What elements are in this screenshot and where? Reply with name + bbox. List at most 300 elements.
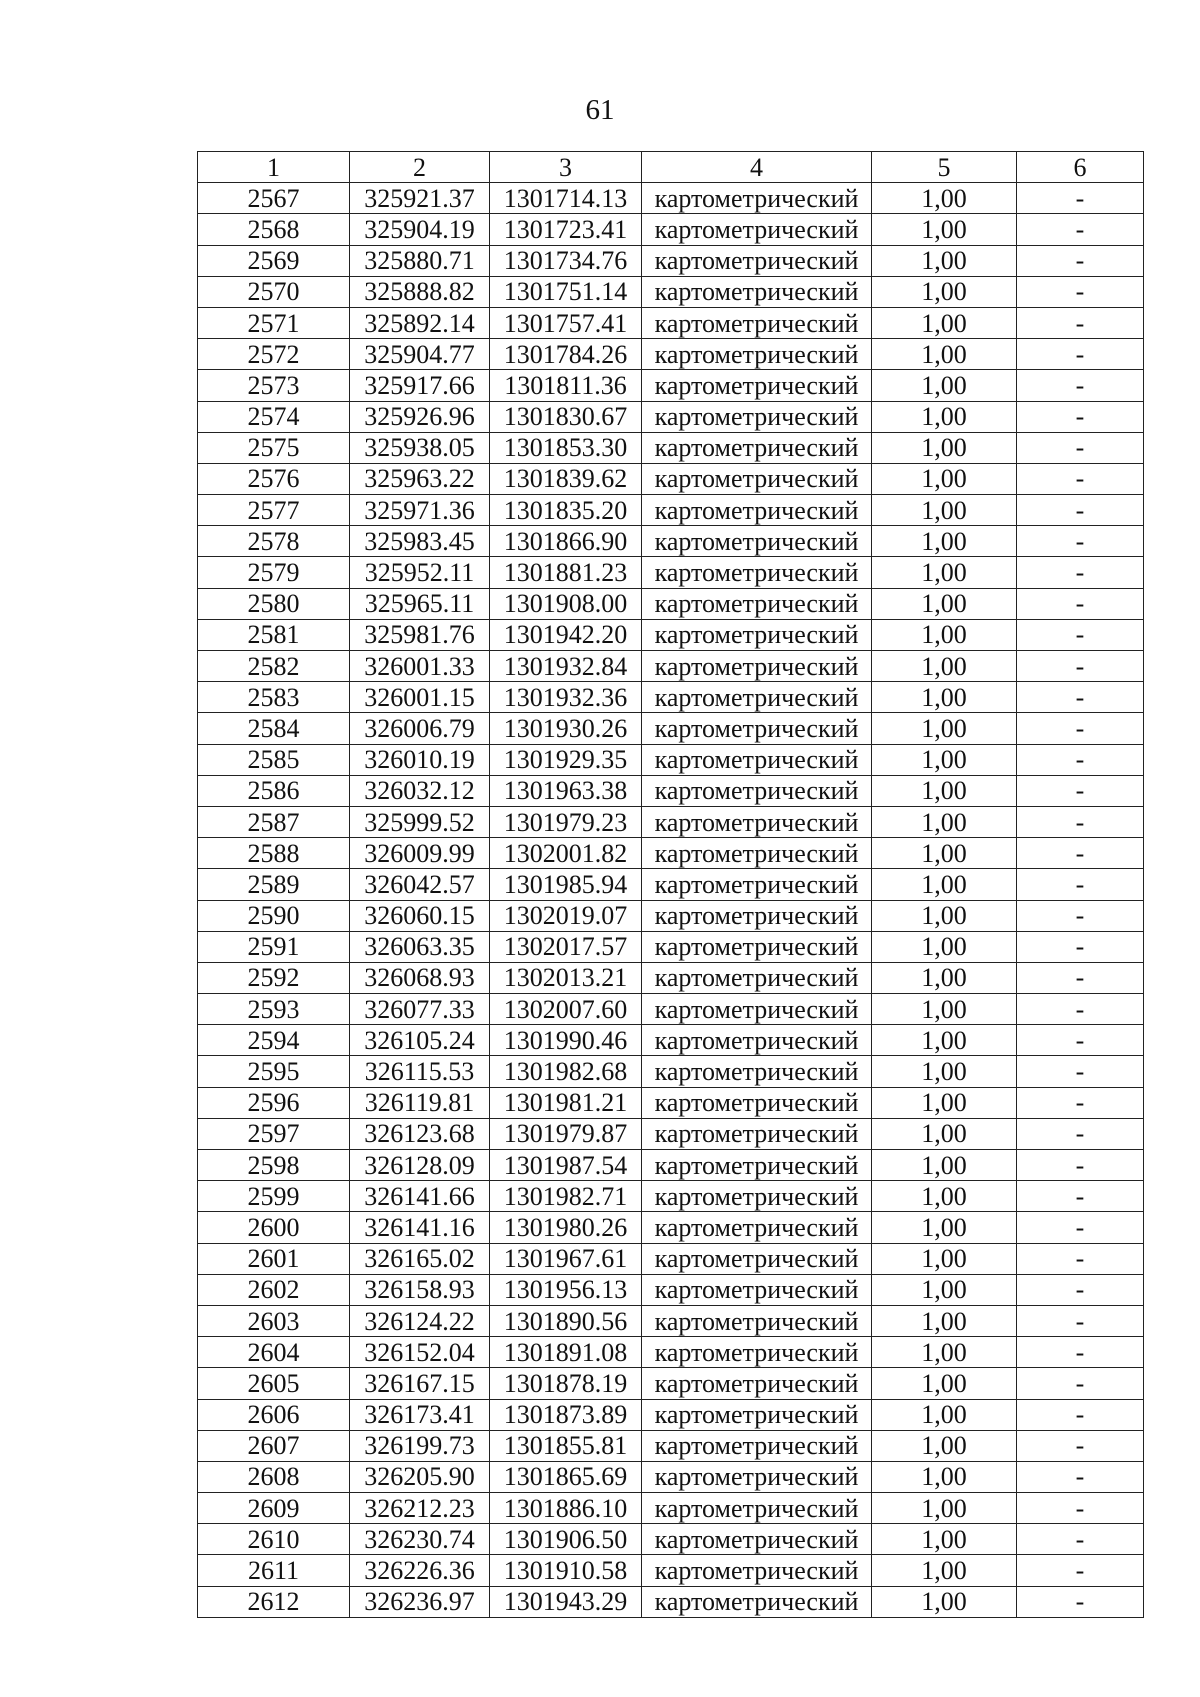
- table-row: [198, 713, 1144, 744]
- note-cell: -: [1017, 307, 1144, 338]
- x-coordinate-cell: 326128.09: [350, 1150, 490, 1181]
- y-coordinate-cell: 1301865.69: [490, 1461, 642, 1492]
- x-coordinate-cell: 326205.90: [350, 1461, 490, 1492]
- column-header: 3: [490, 152, 642, 183]
- x-coordinate-cell: 326230.74: [350, 1524, 490, 1555]
- method-cell: картометрический: [642, 526, 872, 557]
- y-coordinate-cell: 1301723.41: [490, 214, 642, 245]
- x-coordinate-cell: 325963.22: [350, 463, 490, 494]
- table-row: [198, 1524, 1144, 1555]
- y-coordinate-cell: 1301943.29: [490, 1586, 642, 1617]
- accuracy-cell: 1,00: [872, 651, 1017, 682]
- point-number-cell: 2607: [198, 1430, 350, 1461]
- y-coordinate-cell: 1301980.26: [490, 1212, 642, 1243]
- point-number-cell: 2589: [198, 869, 350, 900]
- table-row: [198, 1493, 1144, 1524]
- y-coordinate-cell: 1302007.60: [490, 994, 642, 1025]
- note-cell: -: [1017, 962, 1144, 993]
- x-coordinate-cell: 325904.19: [350, 214, 490, 245]
- note-cell: -: [1017, 651, 1144, 682]
- point-number-cell: 2596: [198, 1087, 350, 1118]
- x-coordinate-cell: 326226.36: [350, 1555, 490, 1586]
- accuracy-cell: 1,00: [872, 838, 1017, 869]
- accuracy-cell: 1,00: [872, 744, 1017, 775]
- accuracy-cell: 1,00: [872, 557, 1017, 588]
- method-cell: картометрический: [642, 1087, 872, 1118]
- table-row: [198, 1181, 1144, 1212]
- method-cell: картометрический: [642, 900, 872, 931]
- point-number-cell: 2593: [198, 994, 350, 1025]
- accuracy-cell: 1,00: [872, 1586, 1017, 1617]
- point-number-cell: 2590: [198, 900, 350, 931]
- x-coordinate-cell: 325981.76: [350, 619, 490, 650]
- note-cell: -: [1017, 713, 1144, 744]
- y-coordinate-cell: 1301967.61: [490, 1243, 642, 1274]
- accuracy-cell: 1,00: [872, 1305, 1017, 1336]
- table-row: [198, 1337, 1144, 1368]
- x-coordinate-cell: 326009.99: [350, 838, 490, 869]
- note-cell: -: [1017, 900, 1144, 931]
- y-coordinate-cell: 1301757.41: [490, 307, 642, 338]
- accuracy-cell: 1,00: [872, 183, 1017, 214]
- note-cell: -: [1017, 1461, 1144, 1492]
- x-coordinate-cell: 325926.96: [350, 401, 490, 432]
- page-number: 61: [585, 94, 615, 126]
- y-coordinate-cell: 1302017.57: [490, 931, 642, 962]
- x-coordinate-cell: 326199.73: [350, 1430, 490, 1461]
- y-coordinate-cell: 1301886.10: [490, 1493, 642, 1524]
- y-coordinate-cell: 1301910.58: [490, 1555, 642, 1586]
- point-number-cell: 2584: [198, 713, 350, 744]
- accuracy-cell: 1,00: [872, 806, 1017, 837]
- accuracy-cell: 1,00: [872, 463, 1017, 494]
- coordinates-table: [197, 151, 1144, 1618]
- table-row: [198, 183, 1144, 214]
- table-row: [198, 1243, 1144, 1274]
- y-coordinate-cell: 1302001.82: [490, 838, 642, 869]
- table-row: [198, 775, 1144, 806]
- y-coordinate-cell: 1301839.62: [490, 463, 642, 494]
- y-coordinate-cell: 1301963.38: [490, 775, 642, 806]
- accuracy-cell: 1,00: [872, 1118, 1017, 1149]
- table-row: [198, 463, 1144, 494]
- x-coordinate-cell: 326165.02: [350, 1243, 490, 1274]
- x-coordinate-cell: 326060.15: [350, 900, 490, 931]
- method-cell: картометрический: [642, 495, 872, 526]
- point-number-cell: 2574: [198, 401, 350, 432]
- method-cell: картометрический: [642, 307, 872, 338]
- accuracy-cell: 1,00: [872, 588, 1017, 619]
- accuracy-cell: 1,00: [872, 931, 1017, 962]
- x-coordinate-cell: 326001.33: [350, 651, 490, 682]
- y-coordinate-cell: 1302019.07: [490, 900, 642, 931]
- note-cell: -: [1017, 682, 1144, 713]
- method-cell: картометрический: [642, 1025, 872, 1056]
- point-number-cell: 2581: [198, 619, 350, 650]
- method-cell: картометрический: [642, 401, 872, 432]
- table-row: [198, 1118, 1144, 1149]
- x-coordinate-cell: 326173.41: [350, 1399, 490, 1430]
- point-number-cell: 2569: [198, 245, 350, 276]
- table-row: [198, 994, 1144, 1025]
- x-coordinate-cell: 325921.37: [350, 183, 490, 214]
- note-cell: -: [1017, 994, 1144, 1025]
- method-cell: картометрический: [642, 994, 872, 1025]
- point-number-cell: 2582: [198, 651, 350, 682]
- table-row: [198, 307, 1144, 338]
- method-cell: картометрический: [642, 651, 872, 682]
- point-number-cell: 2602: [198, 1274, 350, 1305]
- method-cell: картометрический: [642, 1337, 872, 1368]
- y-coordinate-cell: 1301908.00: [490, 588, 642, 619]
- y-coordinate-cell: 1301982.68: [490, 1056, 642, 1087]
- table-row: [198, 1025, 1144, 1056]
- x-coordinate-cell: 325952.11: [350, 557, 490, 588]
- point-number-cell: 2597: [198, 1118, 350, 1149]
- method-cell: картометрический: [642, 682, 872, 713]
- table-row: [198, 962, 1144, 993]
- note-cell: -: [1017, 1337, 1144, 1368]
- y-coordinate-cell: 1301734.76: [490, 245, 642, 276]
- x-coordinate-cell: 325999.52: [350, 806, 490, 837]
- table-row: [198, 245, 1144, 276]
- note-cell: -: [1017, 557, 1144, 588]
- accuracy-cell: 1,00: [872, 495, 1017, 526]
- method-cell: картометрический: [642, 806, 872, 837]
- note-cell: -: [1017, 619, 1144, 650]
- point-number-cell: 2587: [198, 806, 350, 837]
- note-cell: -: [1017, 463, 1144, 494]
- accuracy-cell: 1,00: [872, 370, 1017, 401]
- note-cell: -: [1017, 775, 1144, 806]
- method-cell: картометрический: [642, 1305, 872, 1336]
- note-cell: -: [1017, 1368, 1144, 1399]
- x-coordinate-cell: 325888.82: [350, 276, 490, 307]
- table-row: [198, 401, 1144, 432]
- x-coordinate-cell: 325904.77: [350, 339, 490, 370]
- method-cell: картометрический: [642, 370, 872, 401]
- note-cell: -: [1017, 1524, 1144, 1555]
- table-row: [198, 276, 1144, 307]
- table-row: [198, 432, 1144, 463]
- x-coordinate-cell: 326167.15: [350, 1368, 490, 1399]
- x-coordinate-cell: 325983.45: [350, 526, 490, 557]
- point-number-cell: 2577: [198, 495, 350, 526]
- note-cell: -: [1017, 1025, 1144, 1056]
- method-cell: картометрический: [642, 1150, 872, 1181]
- point-number-cell: 2608: [198, 1461, 350, 1492]
- table-row: [198, 1087, 1144, 1118]
- table-row: [198, 1056, 1144, 1087]
- accuracy-cell: 1,00: [872, 994, 1017, 1025]
- accuracy-cell: 1,00: [872, 1181, 1017, 1212]
- point-number-cell: 2573: [198, 370, 350, 401]
- y-coordinate-cell: 1301891.08: [490, 1337, 642, 1368]
- point-number-cell: 2603: [198, 1305, 350, 1336]
- column-header: 5: [872, 152, 1017, 183]
- y-coordinate-cell: 1301987.54: [490, 1150, 642, 1181]
- accuracy-cell: 1,00: [872, 1150, 1017, 1181]
- method-cell: картометрический: [642, 588, 872, 619]
- note-cell: -: [1017, 1181, 1144, 1212]
- x-coordinate-cell: 326141.66: [350, 1181, 490, 1212]
- accuracy-cell: 1,00: [872, 245, 1017, 276]
- table-row: [198, 557, 1144, 588]
- method-cell: картометрический: [642, 713, 872, 744]
- point-number-cell: 2605: [198, 1368, 350, 1399]
- note-cell: -: [1017, 183, 1144, 214]
- y-coordinate-cell: 1301906.50: [490, 1524, 642, 1555]
- note-cell: -: [1017, 1430, 1144, 1461]
- method-cell: картометрический: [642, 619, 872, 650]
- note-cell: -: [1017, 1212, 1144, 1243]
- y-coordinate-cell: 1301751.14: [490, 276, 642, 307]
- accuracy-cell: 1,00: [872, 276, 1017, 307]
- accuracy-cell: 1,00: [872, 1493, 1017, 1524]
- table-row: [198, 838, 1144, 869]
- table-row: [198, 526, 1144, 557]
- accuracy-cell: 1,00: [872, 526, 1017, 557]
- accuracy-cell: 1,00: [872, 962, 1017, 993]
- note-cell: -: [1017, 744, 1144, 775]
- x-coordinate-cell: 326124.22: [350, 1305, 490, 1336]
- table-row: [198, 1430, 1144, 1461]
- table-row: [198, 1150, 1144, 1181]
- x-coordinate-cell: 326115.53: [350, 1056, 490, 1087]
- y-coordinate-cell: 1301981.21: [490, 1087, 642, 1118]
- point-number-cell: 2599: [198, 1181, 350, 1212]
- header-row: [198, 152, 1144, 183]
- note-cell: -: [1017, 1118, 1144, 1149]
- note-cell: -: [1017, 1243, 1144, 1274]
- table-row: [198, 588, 1144, 619]
- point-number-cell: 2578: [198, 526, 350, 557]
- point-number-cell: 2598: [198, 1150, 350, 1181]
- method-cell: картометрический: [642, 962, 872, 993]
- accuracy-cell: 1,00: [872, 1430, 1017, 1461]
- point-number-cell: 2611: [198, 1555, 350, 1586]
- accuracy-cell: 1,00: [872, 307, 1017, 338]
- y-coordinate-cell: 1301956.13: [490, 1274, 642, 1305]
- y-coordinate-cell: 1301830.67: [490, 401, 642, 432]
- x-coordinate-cell: 325880.71: [350, 245, 490, 276]
- x-coordinate-cell: 326152.04: [350, 1337, 490, 1368]
- table-row: [198, 619, 1144, 650]
- method-cell: картометрический: [642, 1181, 872, 1212]
- point-number-cell: 2585: [198, 744, 350, 775]
- x-coordinate-cell: 326063.35: [350, 931, 490, 962]
- x-coordinate-cell: 326001.15: [350, 682, 490, 713]
- table-row: [198, 370, 1144, 401]
- method-cell: картометрический: [642, 869, 872, 900]
- point-number-cell: 2588: [198, 838, 350, 869]
- point-number-cell: 2576: [198, 463, 350, 494]
- note-cell: -: [1017, 432, 1144, 463]
- table-body: [198, 183, 1144, 1618]
- x-coordinate-cell: 326236.97: [350, 1586, 490, 1617]
- method-cell: картометрический: [642, 1118, 872, 1149]
- point-number-cell: 2580: [198, 588, 350, 619]
- y-coordinate-cell: 1301929.35: [490, 744, 642, 775]
- accuracy-cell: 1,00: [872, 1461, 1017, 1492]
- note-cell: -: [1017, 806, 1144, 837]
- accuracy-cell: 1,00: [872, 619, 1017, 650]
- accuracy-cell: 1,00: [872, 713, 1017, 744]
- point-number-cell: 2594: [198, 1025, 350, 1056]
- table-row: [198, 1274, 1144, 1305]
- table-row: [198, 869, 1144, 900]
- method-cell: картометрический: [642, 245, 872, 276]
- method-cell: картометрический: [642, 1461, 872, 1492]
- note-cell: -: [1017, 588, 1144, 619]
- y-coordinate-cell: 1301979.23: [490, 806, 642, 837]
- y-coordinate-cell: 1301979.87: [490, 1118, 642, 1149]
- method-cell: картометрический: [642, 1399, 872, 1430]
- y-coordinate-cell: 1301932.36: [490, 682, 642, 713]
- x-coordinate-cell: 326006.79: [350, 713, 490, 744]
- note-cell: -: [1017, 1399, 1144, 1430]
- table-row: [198, 1305, 1144, 1336]
- point-number-cell: 2606: [198, 1399, 350, 1430]
- method-cell: картометрический: [642, 775, 872, 806]
- method-cell: картометрический: [642, 1368, 872, 1399]
- table-row: [198, 1555, 1144, 1586]
- accuracy-cell: 1,00: [872, 869, 1017, 900]
- table-row: [198, 1212, 1144, 1243]
- table-row: [198, 744, 1144, 775]
- x-coordinate-cell: 325971.36: [350, 495, 490, 526]
- table-row: [198, 1399, 1144, 1430]
- method-cell: картометрический: [642, 214, 872, 245]
- method-cell: картометрический: [642, 183, 872, 214]
- accuracy-cell: 1,00: [872, 401, 1017, 432]
- y-coordinate-cell: 1301811.36: [490, 370, 642, 401]
- method-cell: картометрический: [642, 1274, 872, 1305]
- point-number-cell: 2609: [198, 1493, 350, 1524]
- method-cell: картометрический: [642, 931, 872, 962]
- x-coordinate-cell: 326068.93: [350, 962, 490, 993]
- method-cell: картометрический: [642, 838, 872, 869]
- note-cell: -: [1017, 276, 1144, 307]
- column-header: 4: [642, 152, 872, 183]
- x-coordinate-cell: 326010.19: [350, 744, 490, 775]
- note-cell: -: [1017, 495, 1144, 526]
- accuracy-cell: 1,00: [872, 432, 1017, 463]
- accuracy-cell: 1,00: [872, 1368, 1017, 1399]
- x-coordinate-cell: 326141.16: [350, 1212, 490, 1243]
- note-cell: -: [1017, 1150, 1144, 1181]
- method-cell: картометрический: [642, 463, 872, 494]
- point-number-cell: 2575: [198, 432, 350, 463]
- accuracy-cell: 1,00: [872, 339, 1017, 370]
- x-coordinate-cell: 326212.23: [350, 1493, 490, 1524]
- note-cell: -: [1017, 1493, 1144, 1524]
- note-cell: -: [1017, 245, 1144, 276]
- point-number-cell: 2591: [198, 931, 350, 962]
- point-number-cell: 2595: [198, 1056, 350, 1087]
- table-row: [198, 806, 1144, 837]
- x-coordinate-cell: 325938.05: [350, 432, 490, 463]
- note-cell: -: [1017, 1087, 1144, 1118]
- table-row: [198, 900, 1144, 931]
- x-coordinate-cell: 326105.24: [350, 1025, 490, 1056]
- note-cell: -: [1017, 1586, 1144, 1617]
- y-coordinate-cell: 1301873.89: [490, 1399, 642, 1430]
- x-coordinate-cell: 326158.93: [350, 1274, 490, 1305]
- y-coordinate-cell: 1301866.90: [490, 526, 642, 557]
- method-cell: картометрический: [642, 432, 872, 463]
- accuracy-cell: 1,00: [872, 1555, 1017, 1586]
- y-coordinate-cell: 1301853.30: [490, 432, 642, 463]
- note-cell: -: [1017, 1056, 1144, 1087]
- y-coordinate-cell: 1301881.23: [490, 557, 642, 588]
- table-row: [198, 495, 1144, 526]
- x-coordinate-cell: 326077.33: [350, 994, 490, 1025]
- table-row: [198, 1461, 1144, 1492]
- table-row: [198, 1368, 1144, 1399]
- method-cell: картометрический: [642, 1586, 872, 1617]
- note-cell: -: [1017, 869, 1144, 900]
- note-cell: -: [1017, 339, 1144, 370]
- y-coordinate-cell: 1301985.94: [490, 869, 642, 900]
- point-number-cell: 2567: [198, 183, 350, 214]
- column-header: 1: [198, 152, 350, 183]
- method-cell: картометрический: [642, 744, 872, 775]
- column-header: 2: [350, 152, 490, 183]
- method-cell: картометрический: [642, 1430, 872, 1461]
- point-number-cell: 2604: [198, 1337, 350, 1368]
- note-cell: -: [1017, 1274, 1144, 1305]
- accuracy-cell: 1,00: [872, 1243, 1017, 1274]
- point-number-cell: 2572: [198, 339, 350, 370]
- x-coordinate-cell: 325892.14: [350, 307, 490, 338]
- point-number-cell: 2570: [198, 276, 350, 307]
- method-cell: картометрический: [642, 1555, 872, 1586]
- accuracy-cell: 1,00: [872, 1025, 1017, 1056]
- accuracy-cell: 1,00: [872, 1337, 1017, 1368]
- point-number-cell: 2568: [198, 214, 350, 245]
- point-number-cell: 2600: [198, 1212, 350, 1243]
- accuracy-cell: 1,00: [872, 1399, 1017, 1430]
- method-cell: картометрический: [642, 557, 872, 588]
- method-cell: картометрический: [642, 1243, 872, 1274]
- column-header: 6: [1017, 152, 1144, 183]
- note-cell: -: [1017, 1305, 1144, 1336]
- y-coordinate-cell: 1301890.56: [490, 1305, 642, 1336]
- x-coordinate-cell: 326032.12: [350, 775, 490, 806]
- table-row: [198, 214, 1144, 245]
- point-number-cell: 2612: [198, 1586, 350, 1617]
- x-coordinate-cell: 325917.66: [350, 370, 490, 401]
- point-number-cell: 2610: [198, 1524, 350, 1555]
- note-cell: -: [1017, 1555, 1144, 1586]
- point-number-cell: 2571: [198, 307, 350, 338]
- y-coordinate-cell: 1301990.46: [490, 1025, 642, 1056]
- point-number-cell: 2583: [198, 682, 350, 713]
- accuracy-cell: 1,00: [872, 900, 1017, 931]
- table-row: [198, 651, 1144, 682]
- x-coordinate-cell: 325965.11: [350, 588, 490, 619]
- point-number-cell: 2592: [198, 962, 350, 993]
- note-cell: -: [1017, 931, 1144, 962]
- accuracy-cell: 1,00: [872, 1087, 1017, 1118]
- x-coordinate-cell: 326123.68: [350, 1118, 490, 1149]
- note-cell: -: [1017, 214, 1144, 245]
- method-cell: картометрический: [642, 339, 872, 370]
- accuracy-cell: 1,00: [872, 1212, 1017, 1243]
- y-coordinate-cell: 1301930.26: [490, 713, 642, 744]
- accuracy-cell: 1,00: [872, 1274, 1017, 1305]
